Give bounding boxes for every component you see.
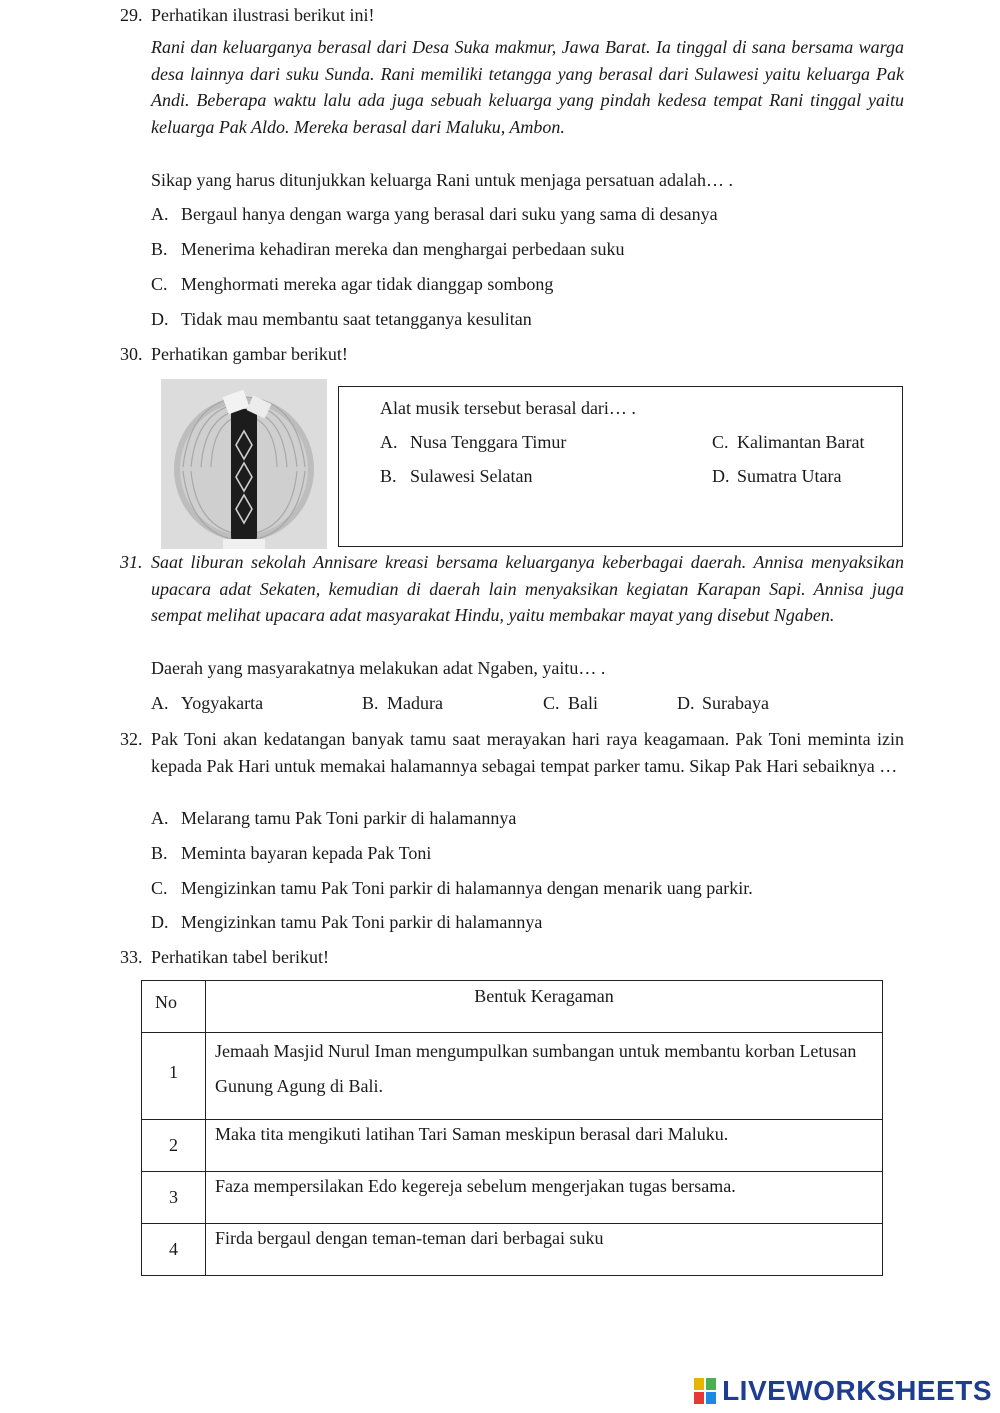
liveworksheets-logo[interactable] xyxy=(694,1374,992,1408)
liveworksheets-logo-icon xyxy=(694,1378,716,1404)
table-cell-no: 2 xyxy=(142,1120,206,1172)
question-31-option-b[interactable]: B. Madura xyxy=(362,693,443,713)
question-29-option-a[interactable]: A. Bergaul hanya dengan warga yang berasal dari suku yang sama di desanya xyxy=(151,204,718,224)
question-32-question: Pak Toni akan kedatangan banyak tamu saat merayakan hari raya keagamaan. Pak Toni meminta izin kepada Pak Hari untuk memakai halamannya sebagai tempat parker tamu. Sikap Pak Hari sebaiknya … xyxy=(151,729,904,776)
table-row xyxy=(142,1120,883,1172)
question-31-option-a[interactable]: A. Yogyakarta xyxy=(151,693,264,713)
question-33-number: 33. xyxy=(120,947,143,967)
question-31-option-d[interactable]: D. Surabaya xyxy=(677,693,769,713)
table-cell-text: Faza mempersilakan Edo kegereja sebelum mengerjakan tugas bersama. xyxy=(206,1172,883,1224)
question-31-option-c[interactable]: C. Bali xyxy=(543,693,598,713)
question-30-option-b[interactable]: B. Sulawesi Selatan xyxy=(380,466,533,486)
question-33-prompt: Perhatikan tabel berikut! xyxy=(151,947,329,967)
question-32-option-d[interactable]: D. Mengizinkan tamu Pak Toni parkir di halamannya xyxy=(151,912,543,932)
question-31-story: Saat liburan sekolah Annisare kreasi bersama keluarganya keberbagai daerah. Annisa menyaksikan upacara adat Sekaten, kemudian di daerah lain menyaksikan kegiatan Karapan Sapi. Annisa juga sempat melihat upacara adat masyarakat Hindu, yaitu membakar mayat yang disebut Ngaben. xyxy=(151,552,904,625)
question-32-option-b[interactable]: B. Meminta bayaran kepada Pak Toni xyxy=(151,843,432,863)
table-cell-no: 3 xyxy=(142,1172,206,1224)
question-29-option-b[interactable]: B. Menerima kehadiran mereka dan menghargai perbedaan suku xyxy=(151,239,625,259)
question-30-option-a[interactable]: A. Nusa Tenggara Timur xyxy=(380,432,567,452)
question-29-option-c[interactable]: C. Menghormati mereka agar tidak dianggap sombong xyxy=(151,274,554,294)
sasando-instrument-photo xyxy=(161,379,327,549)
table-header-form: Bentuk Keragaman xyxy=(206,981,883,1033)
question-32-option-a[interactable]: A. Melarang tamu Pak Toni parkir di halamannya xyxy=(151,808,517,828)
question-29-number: 29. xyxy=(120,5,143,25)
table-header-no: No xyxy=(142,981,206,1033)
question-31-number: 31. xyxy=(120,552,143,572)
table-row xyxy=(142,1033,883,1120)
table-header-row xyxy=(142,981,883,1033)
question-30-option-c[interactable]: C. Kalimantan Barat xyxy=(712,432,865,452)
table-cell-no: 4 xyxy=(142,1224,206,1276)
liveworksheets-logo-text: LIVEWORKSHEETS xyxy=(722,1374,992,1406)
diversity-table xyxy=(141,980,883,1276)
table-cell-no: 1 xyxy=(142,1033,206,1120)
question-30-answer-box xyxy=(338,386,903,547)
question-30-number: 30. xyxy=(120,344,143,364)
sasando-image xyxy=(161,379,327,549)
question-31-question: Daerah yang masyarakatnya melakukan adat Ngaben, yaitu… . xyxy=(151,658,606,678)
question-29-question: Sikap yang harus ditunjukkan keluarga Rani untuk menjaga persatuan adalah… . xyxy=(151,170,734,190)
question-30-prompt: Perhatikan gambar berikut! xyxy=(151,344,348,364)
question-32-number: 32. xyxy=(120,729,143,749)
question-30-option-d[interactable]: D. Sumatra Utara xyxy=(712,466,842,486)
table-row xyxy=(142,1224,883,1276)
question-29-prompt: Perhatikan ilustrasi berikut ini! xyxy=(151,5,375,25)
question-29-story: Rani dan keluarganya berasal dari Desa Suka makmur, Jawa Barat. Ia tinggal di sana bersama warga desa lainnya dari suku Sunda. Rani memiliki tetangga yang berasal dari Sulawesi yaitu keluarga Pak Andi. Beberapa waktu lalu ada juga sebuah keluarga yang pindah kedesa tempat Rani tinggal yaitu keluarga Pak Aldo. Mereka berasal dari Maluku, Ambon. xyxy=(151,37,904,137)
table-cell-text: Jemaah Masjid Nurul Iman mengumpulkan sumbangan untuk membantu korban Letusan Gunung Agung di Bali. xyxy=(206,1033,883,1120)
table-cell-text: Maka tita mengikuti latihan Tari Saman meskipun berasal dari Maluku. xyxy=(206,1120,883,1172)
table-cell-text: Firda bergaul dengan teman-teman dari berbagai suku xyxy=(206,1224,883,1276)
table-row xyxy=(142,1172,883,1224)
question-29-option-d[interactable]: D. Tidak mau membantu saat tetangganya kesulitan xyxy=(151,309,532,329)
question-30-question: Alat musik tersebut berasal dari… . xyxy=(380,398,636,418)
question-32-option-c[interactable]: C. Mengizinkan tamu Pak Toni parkir di halamannya dengan menarik uang parkir. xyxy=(151,878,753,898)
